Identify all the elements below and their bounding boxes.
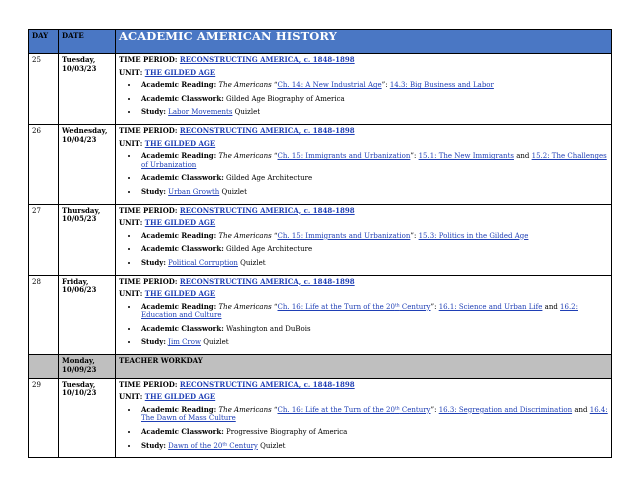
day-cell: 27 — [29, 204, 59, 275]
date: 10/03/23 — [62, 63, 97, 73]
section-link[interactable]: 16.1: Science and Urban Life — [438, 302, 543, 311]
study-link[interactable]: Jim Crow — [168, 338, 201, 347]
unit-line — [119, 69, 608, 78]
classwork-label: Academic Classwork: — [141, 173, 224, 183]
date-cell — [59, 54, 116, 125]
reading-book: The Americans — [218, 152, 272, 161]
unit-line — [119, 219, 608, 228]
time-period-line — [119, 278, 608, 287]
time-period-link[interactable]: RECONSTRUCTING AMERICA, c. 1848-1898 — [179, 125, 355, 135]
classwork-item — [139, 174, 608, 183]
chapter-link[interactable] — [278, 406, 431, 414]
table-header-row — [29, 30, 612, 54]
date: 10/05/23 — [62, 214, 97, 224]
lesson-cell — [116, 204, 612, 275]
date: 10/06/23 — [62, 285, 97, 295]
study-link[interactable]: Urban Growth — [168, 187, 220, 196]
classwork-item — [139, 245, 608, 254]
lesson-list — [119, 303, 608, 347]
section-link[interactable]: 14.3: Big Business and Labor — [389, 81, 494, 90]
reading-book: The Americans — [218, 302, 272, 311]
reading-item: • Academic Reading: The Americans “Ch. 15: Immigrants and Urbanization”: 15.1: The New Immigrants and 15.2: The Challenges of Urbanization — [139, 152, 608, 169]
time-period-line — [119, 207, 608, 216]
time-period-label: TIME PERIOD: — [119, 55, 178, 64]
ordinal-suffix: th — [222, 442, 228, 448]
unit-link[interactable]: THE GILDED AGE — [144, 67, 216, 77]
lesson-cell — [116, 355, 612, 379]
unit-label: UNIT: — [119, 392, 143, 402]
table-row-workday — [29, 355, 612, 379]
table-row — [29, 204, 612, 275]
unit-line — [119, 140, 608, 149]
section-link[interactable]: 15.2: The Challenges of Urbanization — [141, 152, 607, 169]
study-suffix: Quizlet — [260, 441, 286, 450]
time-period-link[interactable]: RECONSTRUCTING AMERICA, c. 1848-1898 — [179, 379, 355, 389]
reading-book: The Americans — [218, 231, 272, 240]
unit-link[interactable]: THE GILDED AGE — [144, 392, 216, 402]
weekday: Tuesday, — [62, 55, 96, 64]
classwork-item — [139, 95, 608, 104]
classwork-label: Academic Classwork: — [141, 93, 224, 103]
unit-link[interactable]: THE GILDED AGE — [144, 138, 216, 148]
date-cell — [59, 204, 116, 275]
weekday: Monday, — [62, 356, 95, 366]
and-text: and — [544, 302, 558, 311]
reading-label: Academic Reading: — [141, 301, 217, 311]
header-day: DAY — [29, 30, 59, 54]
study-suffix: Quizlet — [221, 187, 247, 196]
table-row — [29, 124, 612, 204]
schedule-table — [28, 29, 612, 458]
time-period-link[interactable]: RECONSTRUCTING AMERICA, c. 1848-1898 — [179, 276, 355, 286]
workday-note: TEACHER WORKDAY — [119, 356, 203, 366]
study-label: Study: — [141, 440, 166, 450]
lesson-cell — [116, 124, 612, 204]
unit-link[interactable]: THE GILDED AGE — [144, 289, 216, 299]
date: 10/09/23 — [62, 364, 97, 374]
study-link[interactable]: Political Corruption — [168, 258, 238, 267]
unit-label: UNIT: — [119, 218, 143, 228]
classwork-label: Academic Classwork: — [141, 427, 224, 437]
time-period-label: TIME PERIOD: — [119, 276, 178, 286]
chapter-link[interactable] — [278, 303, 431, 311]
unit-label: UNIT: — [119, 138, 143, 148]
time-period-label: TIME PERIOD: — [119, 205, 178, 215]
chapter-link[interactable]: Ch. 15: Immigrants and Urbanization — [277, 231, 411, 240]
classwork-label: Academic Classwork: — [141, 323, 224, 333]
unit-line — [119, 393, 608, 402]
time-period-link[interactable]: RECONSTRUCTING AMERICA, c. 1848-1898 — [179, 55, 355, 64]
study-item — [139, 188, 608, 197]
study-label: Study: — [141, 186, 166, 196]
section-link[interactable]: 15.1: The New Immigrants — [418, 152, 514, 161]
lesson-list — [119, 406, 608, 450]
lesson-list — [119, 81, 608, 117]
classwork-text: Gilded Age Architecture — [226, 174, 313, 183]
classwork-item — [139, 325, 608, 334]
chapter-link[interactable]: Ch. 15: Immigrants and Urbanization — [277, 152, 411, 161]
table-row — [29, 275, 612, 355]
classwork-text: Progressive Biography of America — [226, 428, 348, 437]
ordinal-suffix: th — [394, 406, 400, 412]
study-label: Study: — [141, 257, 166, 267]
reading-label: Academic Reading: — [141, 404, 217, 414]
weekday: Tuesday, — [62, 379, 96, 389]
chapter-link[interactable]: Ch. 14: A New Industrial Age — [277, 81, 382, 90]
ordinal-suffix: th — [394, 303, 400, 309]
study-text: Dawn of the 20 — [168, 441, 223, 450]
classwork-label: Academic Classwork: — [141, 244, 224, 254]
weekday: Thursday, — [62, 205, 101, 215]
reading-item: • Academic Reading: The Americans “Ch. 14: A New Industrial Age”: 14.3: Big Business and Labor — [139, 81, 608, 90]
chapter-text: Ch. 16: Life at the Turn of the 20 — [277, 302, 395, 311]
reading-book: The Americans — [218, 81, 272, 90]
chapter-text: Century — [399, 302, 431, 311]
section-link[interactable]: 16.3: Segregation and Discrimination — [438, 405, 573, 414]
reading-label: Academic Reading: — [141, 80, 217, 90]
day-cell: 26 — [29, 124, 59, 204]
time-period-label: TIME PERIOD: — [119, 379, 178, 389]
weekday: Wednesday, — [62, 125, 108, 135]
reading-label: Academic Reading: — [141, 151, 217, 161]
date-cell — [59, 378, 116, 458]
unit-link[interactable]: THE GILDED AGE — [144, 218, 216, 228]
section-link[interactable]: 16.2: Education and Culture — [141, 302, 578, 320]
time-period-line — [119, 127, 608, 136]
study-label: Study: — [141, 337, 166, 347]
and-text: and — [516, 152, 530, 161]
unit-label: UNIT: — [119, 67, 143, 77]
date-cell — [59, 355, 116, 379]
day-cell — [29, 355, 59, 379]
time-period-line — [119, 56, 608, 65]
study-link[interactable]: Labor Movements — [168, 108, 233, 117]
classwork-text: Washington and DuBois — [226, 324, 311, 333]
study-item — [139, 108, 608, 117]
lesson-cell — [116, 378, 612, 458]
weekday: Friday, — [62, 276, 89, 286]
lesson-cell — [116, 54, 612, 125]
study-item — [139, 338, 608, 347]
reading-item: • Academic Reading: The Americans “Ch. 16: Life at the Turn of the 20th Century”: 16.3: Segregation and Discrimination and 16.4: The Dawn of Mass Culture — [139, 406, 608, 423]
reading-item: • Academic Reading: The Americans “Ch. 15: Immigrants and Urbanization”: 15.3: Politics in the Gilded Age — [139, 232, 608, 241]
header-date: DATE — [59, 30, 116, 54]
classwork-item — [139, 428, 608, 437]
chapter-text: Century — [399, 405, 431, 414]
table-row — [29, 54, 612, 125]
time-period-label: TIME PERIOD: — [119, 125, 178, 135]
study-suffix: Quizlet — [234, 108, 261, 117]
day-cell: 25 — [29, 54, 59, 125]
section-link[interactable]: 15.3: Politics in the Gilded Age — [418, 231, 529, 240]
day-cell: 29 — [29, 378, 59, 458]
date-cell — [59, 275, 116, 355]
reading-label: Academic Reading: — [141, 230, 217, 240]
date: 10/10/23 — [62, 388, 97, 398]
study-label: Study: — [141, 107, 166, 117]
date-cell — [59, 124, 116, 204]
unit-line — [119, 290, 608, 299]
classwork-text: Gilded Age Biography of America — [226, 94, 345, 103]
date: 10/04/23 — [62, 134, 97, 144]
chapter-text: Ch. 16: Life at the Turn of the 20 — [277, 405, 395, 414]
reading-item: • Academic Reading: The Americans “Ch. 16: Life at the Turn of the 20th Century”: 16.1: Science and Urban Life and 16.2: Education and Culture — [139, 303, 608, 320]
section-link[interactable]: 16.4: The Dawn of Mass Culture — [141, 405, 608, 423]
lesson-list — [119, 232, 608, 268]
lesson-list — [119, 152, 608, 196]
page-title: ACADEMIC AMERICAN HISTORY — [116, 30, 612, 54]
reading-book: The Americans — [218, 405, 272, 414]
study-suffix: Quizlet — [203, 338, 229, 347]
study-suffix: Quizlet — [240, 258, 266, 267]
study-link[interactable] — [168, 442, 258, 450]
time-period-line — [119, 381, 608, 390]
table-row — [29, 378, 612, 458]
classwork-text: Gilded Age Architecture — [226, 245, 313, 254]
study-item — [139, 259, 608, 268]
unit-label: UNIT: — [119, 289, 143, 299]
time-period-link[interactable]: RECONSTRUCTING AMERICA, c. 1848-1898 — [179, 205, 355, 215]
study-item — [139, 442, 608, 451]
lesson-cell — [116, 275, 612, 355]
day-cell: 28 — [29, 275, 59, 355]
study-text: Century — [227, 441, 258, 450]
and-text: and — [574, 405, 588, 414]
